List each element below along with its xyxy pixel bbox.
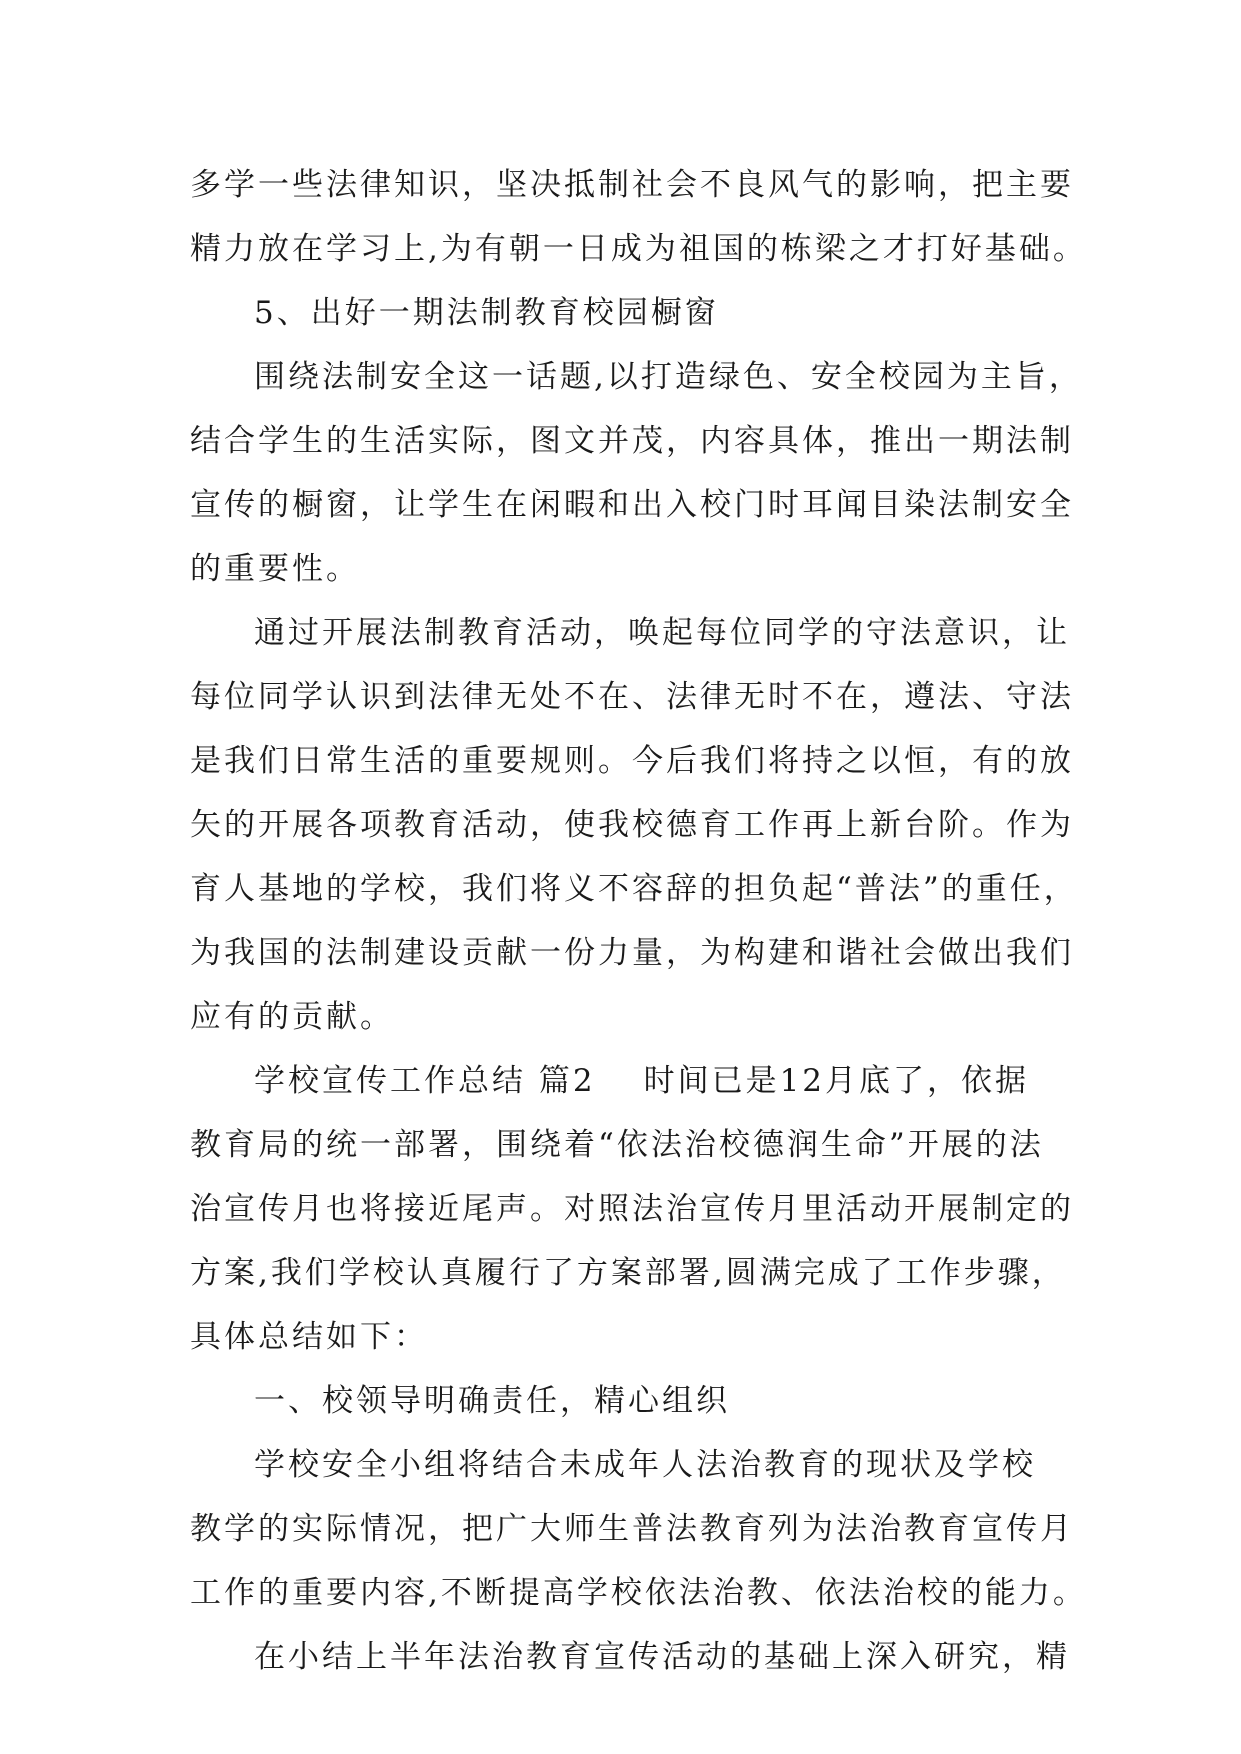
text-line: 学校安全小组将结合未成年人法治教育的现状及学校 (254, 1447, 1036, 1483)
text-line: 方案,我们学校认真履行了方案部署,圆满完成了工作步骤， (190, 1255, 1066, 1291)
text-line: 每位同学认识到法律无处不在、法律无时不在，遵法、守法 (190, 679, 1074, 715)
text-line: 在小结上半年法治教育宣传活动的基础上深入研究，精 (254, 1639, 1070, 1675)
text-line: 育人基地的学校，我们将义不容辞的担负起“普法”的重任， (190, 871, 1078, 907)
text-line: 的重要性。 (190, 551, 360, 587)
text-line: 为我国的法制建设贡献一份力量，为构建和谐社会做出我们 (190, 935, 1074, 971)
article-title: 学校宣传工作总结 篇2 (254, 1063, 596, 1099)
section-heading: 5、出好一期法制教育校园橱窗 (254, 295, 719, 331)
text-line: 教学的实际情况，把广大师生普法教育列为法治教育宣传月 (190, 1511, 1074, 1547)
text-line: 矢的开展各项教育活动，使我校德育工作再上新台阶。作为 (190, 807, 1074, 843)
text-line: 工作的重要内容,不断提高学校依法治教、依法治校的能力。 (190, 1575, 1087, 1611)
text-line: 应有的贡献。 (190, 999, 394, 1035)
text-line: 宣传的橱窗，让学生在闲暇和出入校门时耳闻目染法制安全 (190, 487, 1074, 523)
article-title-line (190, 1049, 1070, 1113)
text-line: 多学一些法律知识，坚决抵制社会不良风气的影响，把主要 (190, 167, 1074, 203)
document-body (190, 153, 1087, 1689)
text-line: 具体总结如下： (190, 1319, 428, 1355)
text-line: 通过开展法制教育活动，唤起每位同学的守法意识，让 (254, 615, 1070, 651)
text-line: 时间已是12月底了，依据 (643, 1063, 1030, 1099)
text-line: 结合学生的生活实际，图文并茂，内容具体，推出一期法制 (190, 423, 1074, 459)
text-line: 围绕法制安全这一话题,以打造绿色、安全校园为主旨， (254, 359, 1083, 395)
text-line: 是我们日常生活的重要规则。今后我们将持之以恒，有的放 (190, 743, 1074, 779)
text-line: 治宣传月也将接近尾声。对照法治宣传月里活动开展制定的 (190, 1191, 1074, 1227)
text-line: 精力放在学习上,为有朝一日成为祖国的栋梁之才打好基础。 (190, 231, 1087, 267)
section-heading: 一、校领导明确责任，精心组织 (254, 1383, 730, 1419)
text-line: 教育局的统一部署，围绕着“依法治校德润生命”开展的法 (190, 1127, 1044, 1163)
